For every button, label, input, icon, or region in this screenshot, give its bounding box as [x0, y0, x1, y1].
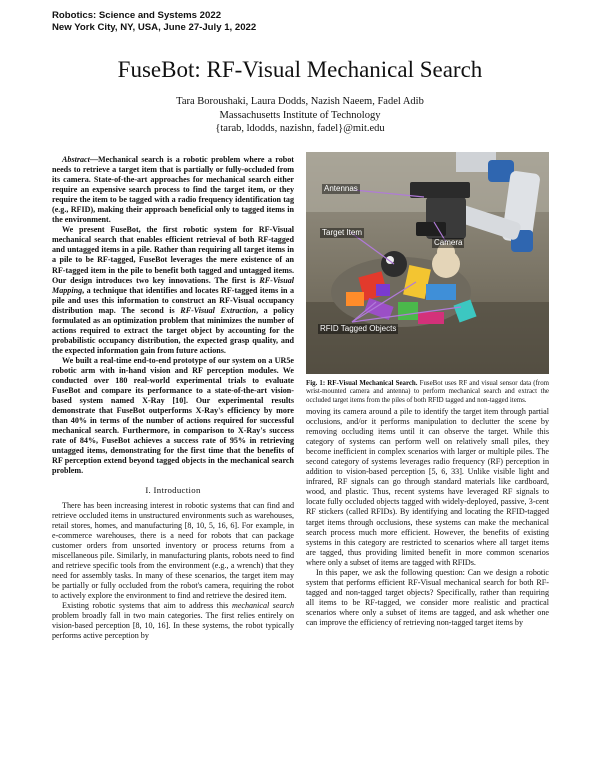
right-column-body [306, 407, 549, 628]
author-block [0, 95, 600, 136]
figure-label-rfid-tagged-objects: RFID Tagged Objects [320, 324, 397, 333]
figure-caption-text: FuseBot uses RF and visual sensor data (from wrist-mounted camera and antenna) to perform mechanical search and extract the occluded target items from the piles of both RFID tagged and non-tagged items. [306, 380, 550, 404]
figure-1-caption [306, 380, 549, 405]
abstract-paragraph-1: Abstract—Mechanical search is a robotic problem where a robot needs to retrieve a target item that is partially or fully-occluded from its camera. State-of-the-art approaches for mechanical search either require an expensive search process to find the target item, or they require the item to be tagged with a radio frequency identification tag (e.g., RFID), making their approach beneficial only to tagged items in the environment. [52, 155, 294, 225]
figure-label-target-item: Target Item [322, 228, 363, 237]
intro-paragraph-2: Existing robotic systems that aim to address this mechanical search problem broadly fall in two main categories. The first relies entirely on vision-based perception [8, 10, 16]. In these systems, the robot typically performs active perception by [52, 601, 295, 641]
left-column [52, 155, 294, 641]
authors: Tara Boroushaki, Laura Dodds, Nazish Naeem, Fadel Adib [176, 96, 424, 107]
abstract-label: Abstract [62, 155, 90, 164]
abstract-paragraph-2: We present FuseBot, the first robotic system for RF-Visual mechanical search that enables efficient retrieval of both RF-tagged and untagged items in a pile. Rather than requiring all target items in a pile to be RF-tagged, FuseBot leverages the mere existence of an RF-tagged item in the pile to benefit both tagged and untagged items. Our design introduces two key innovations. The first is RF-Visual Mapping, a technique that identifies and locates RF-tagged items in a pile and uses this information to construct an RF-Visual occupancy distribution map. The second is RF-Visual Extraction, a policy formulated as an optimization problem that minimizes the number of actions required to extract the target object by accounting for the probabilistic occupancy distribution, the expected grasp quality, and the expected information gain from future actions. [52, 225, 294, 355]
emails: {tarab, ldodds, nazishn, fadel}@mit.edu [215, 123, 385, 134]
paper-title: FuseBot: RF-Visual Mechanical Search [117, 57, 483, 82]
venue-header [52, 10, 256, 34]
intro-paragraph-1: There has been increasing interest in robotic systems that can find and retrieve occluded items in unstructured environments such as warehouses, retail stores, homes, and manufacturing [8, 10, 5, 16, 6]. For example, in e-commerce warehouses, there is a need for robots that can package customer orders from unsorted inventory or process returns from a miscellaneous pile. Similarly, in manufacturing plants, robots need to find and retrieve specific tools from the environment (e.g., a wrench) that they need for assembly tasks. In many of these scenarios, the target item may be partially or fully occluded from the robot's camera, requiring the robot to actively explore the environment to find and retrieve the desired item. [52, 500, 294, 600]
figure-label-antennas: Antennas [324, 184, 358, 193]
venue-line-1: Robotics: Science and Systems 2022 [52, 10, 222, 21]
intro-paragraph-2-continued: moving its camera around a pile to identify the target item through partial occlusions, and/or it performs manipulation to declutter the scene by removing occluding items until it can observe the target. While this category of systems can perform well on relatively small piles, they become inefficient in complex scenarios with larger or multiple piles. The second category of systems leverages radio frequency (RF) perception in addition to vision-based perception [5, 6, 33]. Unlike visible light and infrared, RF signals can go through standard materials like cardboard, wood, and plastic. Thus, recent systems have leveraged RF signals to locate fully occluded objects tagged with widely-deployed, passive, 3-cent RF stickers (called RFIDs). By identifying and locating the RFID-tagged target items through occlusions, these systems can make the mechanical search process much more efficient. However, the benefits of existing systems in this category are restricted to scenarios where all target items are tagged, thus providing limited benefit in more common scenarios where only a subset of items are tagged with RFIDs. [306, 407, 549, 567]
affiliation: Massachusetts Institute of Technology [219, 109, 381, 121]
section-heading-introduction: I. Introduction [145, 484, 201, 495]
figure-label-camera: Camera [434, 238, 463, 247]
abstract [52, 155, 294, 477]
figure-caption-label: Fig. 1: RF-Visual Mechanical Search. [306, 380, 418, 387]
figure-1-photo [306, 152, 549, 374]
venue-line-2: New York City, NY, USA, June 27-July 1, 2022 [52, 22, 257, 33]
abstract-paragraph-3: We built a real-time end-to-end prototype of our system on a UR5e robotic arm with in-hand vision and RF perception modules. We conducted over 180 real-world experimental trials to evaluate FuseBot and compare its performance to a state-of-the-art vision-based system named X-Ray [10]. Our experimental results demonstrate that FuseBot outperforms X-Ray's efficiency by more than 40% in terms of the number of actions required for successful mechanical search. Furthermore, in comparison to X-Ray's success rate of 84%, FuseBot achieves a success rate of 95% in retrieving untagged items, demonstrating for the first time that the benefits of RF perception extend beyond tagged objects in the mechanical search problem. [52, 355, 294, 476]
intro-paragraph-3: In this paper, we ask the following question: Can we design a robotic system that performs efficient RF-Visual mechanical search for both RF-tagged and non-tagged target objects? Specifically, rather than requiring all items to be RF-tagged, we consider more realistic and practical scenarios where only a subset of items are tagged, and ask whether one can improve the efficiency of retrieving non-tagged target items by [306, 567, 549, 627]
